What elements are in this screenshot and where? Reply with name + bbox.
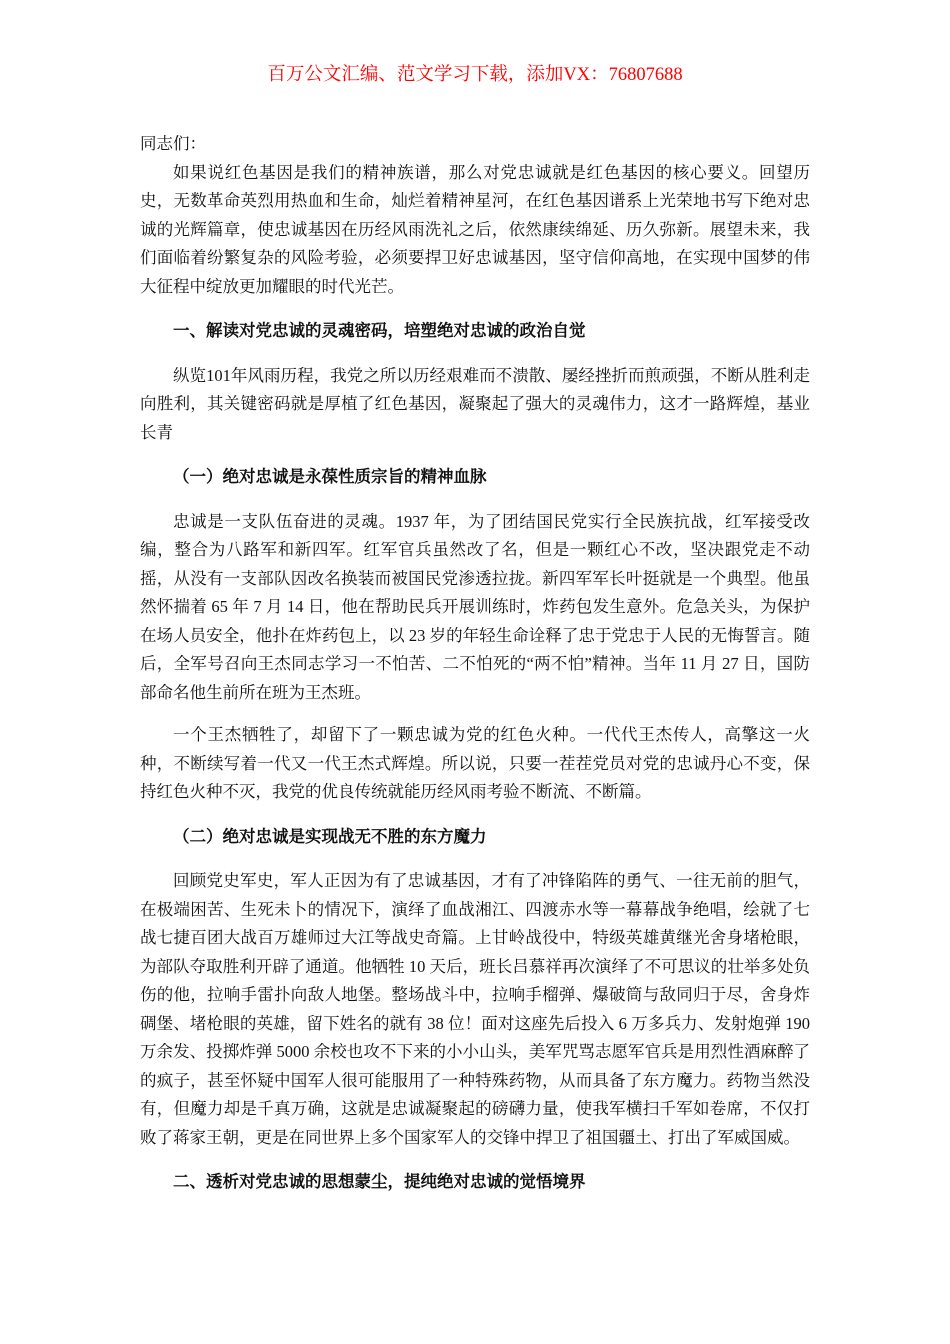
section-heading: 一、解读对党忠诚的灵魂密码，培塑绝对忠诚的政治自觉: [173, 321, 586, 340]
section-heading: （一）绝对忠诚是永葆性质宗旨的精神血脉: [173, 467, 487, 486]
section-heading: （二）绝对忠诚是实现战无不胜的东方魔力: [173, 826, 487, 846]
promo-header-text: 百万公文汇编、范文学习下载，添加VX：76807688: [267, 65, 683, 85]
body-paragraph: 回顾党史军史，军人正因为有了忠诚基因，才有了冲锋陷阵的勇气、一往无前的胆气，在极端困苦、生死未卜的情况下，演绎了血战湘江、四渡赤水等一幕幕战争绝唱，绘就了七战七捷百团大战百万雄师过大江等战史奇篇。上甘岭战役中，特级英雄黄继光舍身堵枪眼，为部队夺取胜利开辟了通道。他牺牲 10 天后，班长吕慕祥再次演绎了不可思议的壮举多处负伤的他，拉响手雷扑向敌人地堡。整场战斗中，拉响手榴弹、爆破筒与敌同归于尽，舍身炸碉堡、堵枪眼的英雄，留下姓名的就有 38 位！面对这座先后投入 6 万多兵力、发射炮弹 190 万余发、投掷炸弹 5000 余校也攻不下来的小小山头，美军咒骂志愿军官兵是用烈性酒麻醉了的疯子，甚至怀疑中国军人很可能服用了一种特殊药物，从而具备了东方魔力。药物当然没有，但魔力却是千真万确，这就是忠诚凝聚起的磅礴力量，使我军横扫千军如卷席，不仅打败了蒋家王朝，更是在同世界上多个国家军人的交锋中捍卫了祖国疆土、打出了军威国威。: [140, 871, 810, 1147]
salutation-line: 同志们：: [140, 134, 206, 153]
body-paragraph: 如果说红色基因是我们的精神族谱，那么对党忠诚就是红色基因的核心要义。回望历史，无数革命英烈用热血和生命，灿烂着精神星河，在红色基因谱系上光荣地书写下绝对忠诚的光辉篇章，使忠诚基因在历经风雨洗礼之后，依然康续绵延、历久弥新。展望未来，我们面临着纷繁复杂的风险考验，必须要捍卫好忠诚基因，坚守信仰高地，在实现中国梦的伟大征程中绽放更加耀眼的时代光芒。: [140, 162, 810, 296]
section-heading: 二、透析对党忠诚的思想蒙尘，提纯绝对忠诚的觉悟境界: [173, 1172, 586, 1191]
body-paragraph: 忠诚是一支队伍奋进的灵魂。1937 年，为了团结国民党实行全民族抗战，红军接受改编，整合为八路军和新四军。红军官兵虽然改了名，但是一颗红心不改，坚决跟党走不动摇，从没有一支部队因改名换装而被国民党渗透拉拢。新四军军长叶挺就是一个典型。他虽然怀揣着 65 年 7 月 14 日，他在帮助民兵开展训练时，炸药包发生意外。危急关头，为保护在场人员安全，他扑在炸药包上，以 23 岁的年轻生命诠释了忠于党忠于人民的无悔誓言。随后，全军号召向王杰同志学习一不怕苦、二不怕死的“两不怕”精神。当年 11 月 27 日，国防部命名他生前所在班为王杰班。: [140, 511, 810, 702]
document-body: [140, 130, 810, 1197]
body-paragraph: 一个王杰牺牲了，却留下了一颗忠诚为党的红色火种。一代代王杰传人，高擎这一火种，不断续写着一代又一代王杰式辉煌。所以说，只要一茬茬党员对党的忠诚丹心不变，保持红色火种不灭，我党的优良传统就能历经风雨考验不断流、不断篇。: [140, 725, 810, 801]
body-paragraph: 纵览101年风雨历程，我党之所以历经艰难而不溃散、屡经挫折而煎顽强，不断从胜利走向胜利，其关键密码就是厚植了红色基因，凝聚起了强大的灵魂伟力，这才一路辉煌，基业长青: [140, 365, 810, 442]
